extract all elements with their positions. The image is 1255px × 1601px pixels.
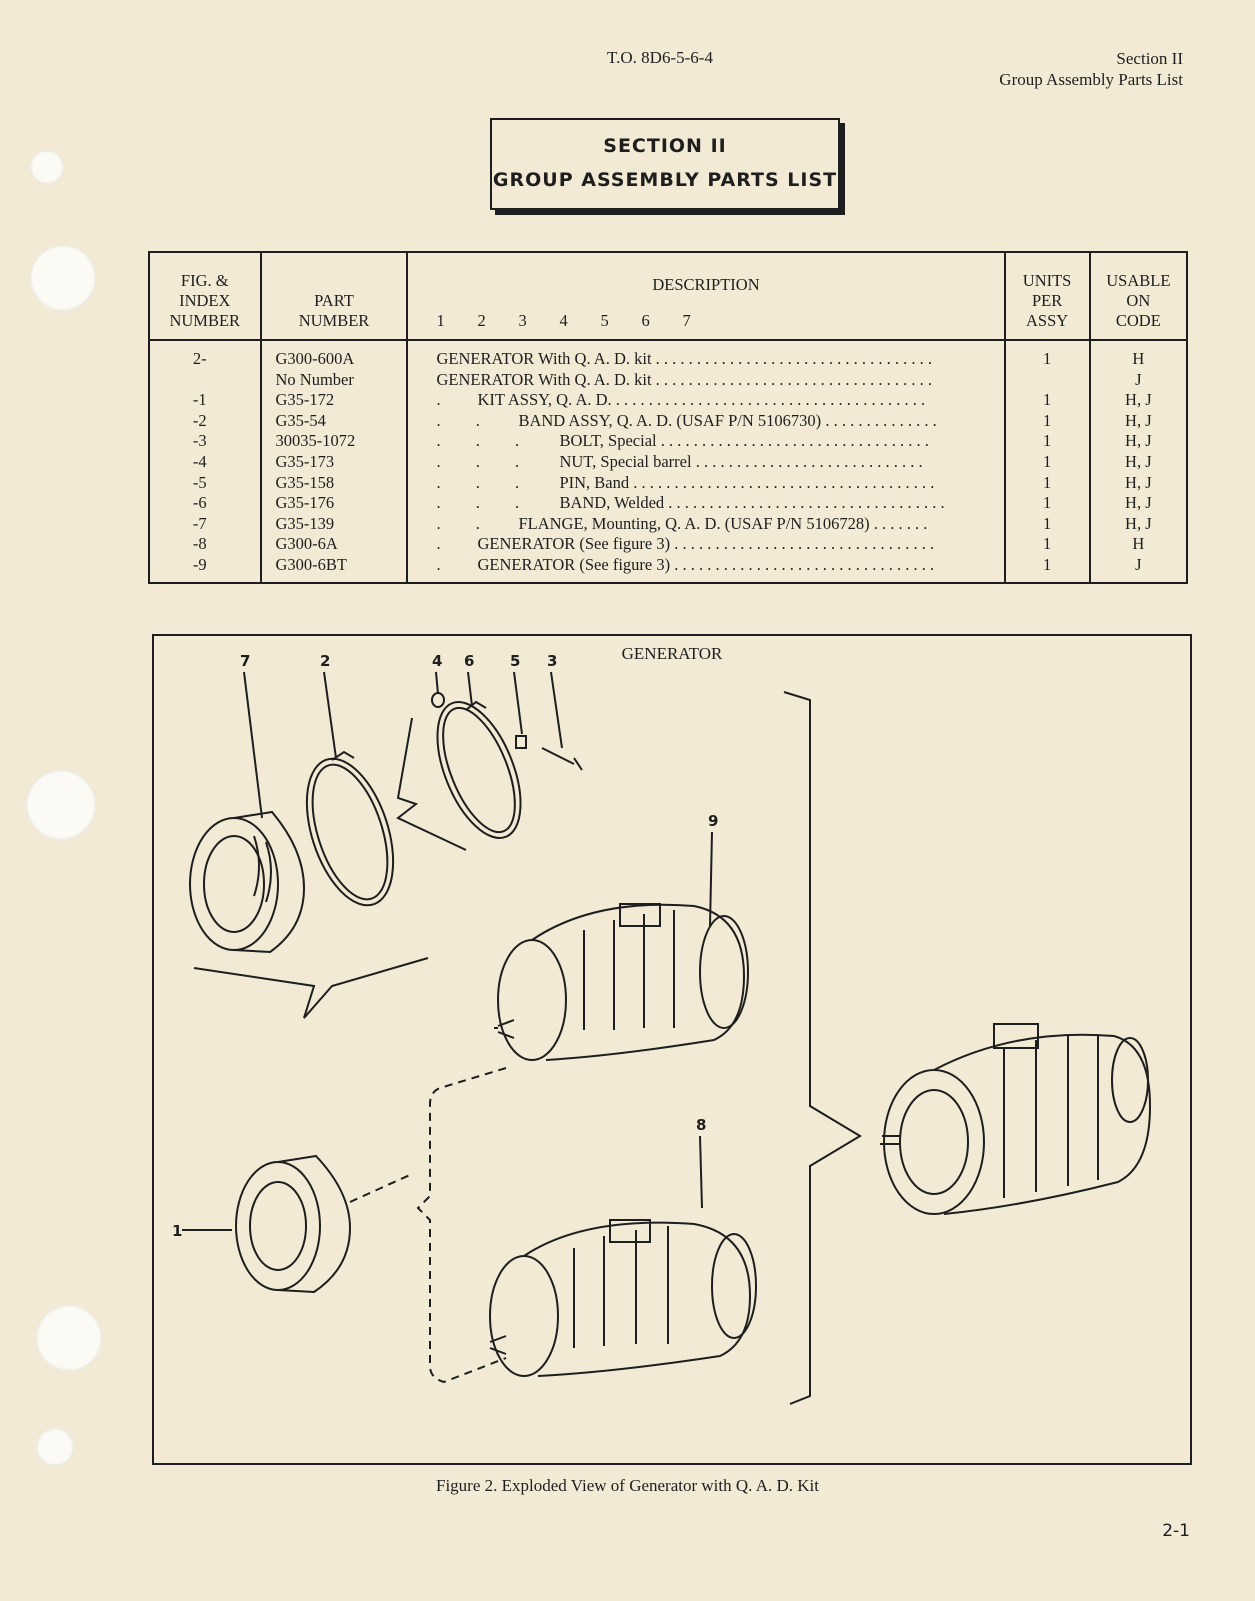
cell-units: 1 [1005, 555, 1090, 583]
header-units-per-assy [1005, 252, 1090, 340]
section-subtitle-box: GROUP ASSEMBLY PARTS LIST [492, 169, 838, 191]
generator-assembled [880, 1024, 1150, 1214]
header-text: UNITS [1022, 271, 1072, 290]
cell-part-number: G300-6A [261, 534, 408, 555]
leader-dots: . . . . . . . . . . . . . . [821, 410, 937, 430]
cell-units: 1 [1005, 411, 1090, 432]
header-text: INDEX [179, 291, 231, 310]
header-text: CODE [1115, 311, 1161, 330]
cell-index: -1 [149, 390, 261, 411]
cell-description [407, 452, 1004, 473]
cell-usable-code: H, J [1090, 493, 1187, 514]
leader-dots: . . . . . . . . . . . . . . . . . . . . . . . . . . . . . . . . . . [651, 349, 933, 368]
cell-index: -7 [149, 514, 261, 535]
table-row [149, 452, 1187, 473]
header-usable-on-code [1090, 252, 1187, 340]
cell-index: -4 [149, 452, 261, 473]
callout-7: 7 [240, 652, 251, 670]
description-text: BAND, Welded [559, 493, 665, 513]
cell-units: 1 [1005, 493, 1090, 514]
cell-index [149, 370, 261, 391]
indent-level: 6 [641, 311, 650, 330]
table-row [149, 514, 1187, 535]
cell-description [407, 555, 1004, 583]
binder-hole [36, 1305, 102, 1371]
header-text: DESCRIPTION [652, 275, 760, 294]
cell-index: -2 [149, 411, 261, 432]
indent-dots: . [436, 390, 441, 410]
section-title: SECTION II [603, 135, 727, 157]
table-row [149, 431, 1187, 452]
callout-8: 8 [696, 1116, 707, 1134]
callout-1: 1 [172, 1222, 183, 1240]
binder-hole [26, 770, 96, 840]
section-title-box [490, 118, 840, 210]
table-row [149, 340, 1187, 370]
header-fig-index [149, 252, 261, 340]
leader-dots: . . . . . . . . . . . . . . . . . . . . . . . . . . . . . . . . [670, 554, 935, 574]
cell-part-number: G300-600A [261, 340, 408, 370]
cell-description [407, 431, 1004, 452]
cell-usable-code: H, J [1090, 514, 1187, 535]
indent-level: 4 [559, 311, 568, 330]
indent-level: 1 [436, 311, 445, 330]
cell-description [407, 534, 1004, 555]
document-number: T.O. 8D6-5-6-4 [607, 48, 713, 67]
description-text: PIN, Band [559, 472, 630, 492]
description-text: FLANGE, Mounting, Q. A. D. (USAF P/N 5106728) [518, 513, 870, 533]
cell-part-number: No Number [261, 370, 408, 391]
description-text: GENERATOR With Q. A. D. kit [436, 369, 652, 389]
cell-index: -6 [149, 493, 261, 514]
indent-dots: . [436, 554, 441, 574]
description-text: NUT, Special barrel [559, 451, 692, 471]
cell-units: 1 [1005, 534, 1090, 555]
binder-hole [36, 1428, 74, 1466]
cell-part-number: G35-173 [261, 452, 408, 473]
header-part-number [261, 252, 408, 340]
callout-2: 2 [320, 652, 331, 670]
cell-units: 1 [1005, 514, 1090, 535]
table-header-row [149, 252, 1187, 340]
leader-dots: . . . . . . . [869, 513, 928, 533]
cell-usable-code: H, J [1090, 390, 1187, 411]
indent-dots: . [436, 534, 441, 554]
description-text: KIT ASSY, Q. A. D. [477, 390, 612, 410]
binder-hole [30, 245, 96, 311]
section-subtitle: Group Assembly Parts List [999, 70, 1183, 89]
cell-index: -8 [149, 534, 261, 555]
leader-dots: . . . . . . . . . . . . . . . . . . . . . . . . . . . . . . . . [670, 534, 935, 554]
indent-dots: . . . [436, 431, 520, 451]
description-text: GENERATOR (See figure 3) [477, 534, 671, 554]
cell-description [407, 493, 1004, 514]
description-text: GENERATOR (See figure 3) [477, 554, 671, 574]
callout-5: 5 [510, 652, 521, 670]
header-text: PER [1031, 291, 1063, 310]
table-row [149, 411, 1187, 432]
page-number: 2-1 [1162, 1521, 1190, 1541]
indent-level: 3 [518, 311, 527, 330]
header-text: USABLE [1106, 271, 1171, 290]
header-text: NUMBER [298, 311, 370, 330]
table-row [149, 493, 1187, 514]
cell-part-number: G35-158 [261, 473, 408, 494]
section-label: Section II [1116, 49, 1183, 68]
cell-usable-code: H, J [1090, 473, 1187, 494]
generator-9 [494, 904, 748, 1060]
cell-usable-code: H, J [1090, 431, 1187, 452]
cell-description [407, 340, 1004, 370]
figure-caption: Figure 2. Exploded View of Generator with Q. A. D. Kit [436, 1476, 819, 1495]
leader-dots: . . . . . . . . . . . . . . . . . . . . . . . . . . . . . . . . . [656, 431, 929, 451]
callout-4: 4 [432, 652, 443, 670]
indent-levels [436, 311, 723, 331]
cell-description [407, 411, 1004, 432]
indent-level: 2 [477, 311, 486, 330]
leader-dots: . . . . . . . . . . . . . . . . . . . . . . . . . . . . . . . . . . . . . [629, 472, 935, 492]
cell-part-number: G35-172 [261, 390, 408, 411]
table-row [149, 534, 1187, 555]
cell-description [407, 473, 1004, 494]
description-text: BAND ASSY, Q. A. D. (USAF P/N 5106730) [518, 410, 822, 430]
cell-units: 1 [1005, 452, 1090, 473]
parts-table-body [149, 340, 1187, 583]
generator-8 [490, 1220, 756, 1376]
cell-part-number: G35-139 [261, 514, 408, 535]
leader-dots: . . . . . . . . . . . . . . . . . . . . . . . . . . . . . . . . . . . . . . [611, 390, 926, 410]
binder-hole [30, 150, 64, 184]
cell-usable-code: H [1090, 340, 1187, 370]
header-text: ON [1126, 291, 1151, 310]
parts-list-table [148, 251, 1188, 584]
callout-3: 3 [547, 652, 558, 670]
indent-dots: . . [436, 513, 480, 533]
cell-part-number: G35-54 [261, 411, 408, 432]
leader-dots: . . . . . . . . . . . . . . . . . . . . . . . . . . . . . . . . . . [651, 369, 933, 389]
header-text: NUMBER [169, 311, 241, 330]
figure-title: GENERATOR [621, 644, 723, 663]
description-text: GENERATOR With Q. A. D. kit [436, 349, 652, 368]
header-text: PART [314, 291, 354, 310]
indent-dots: . . . [436, 472, 520, 492]
figure-frame [152, 634, 1192, 1465]
indent-level: 7 [682, 311, 691, 330]
table-row [149, 473, 1187, 494]
callout-9: 9 [708, 812, 719, 830]
cell-index: -3 [149, 431, 261, 452]
section-header [999, 48, 1183, 90]
table-row [149, 555, 1187, 583]
cell-index: -9 [149, 555, 261, 583]
cell-usable-code: J [1090, 370, 1187, 391]
cell-units [1005, 370, 1090, 391]
cell-units: 1 [1005, 473, 1090, 494]
cell-usable-code: H, J [1090, 452, 1187, 473]
cell-units: 1 [1005, 390, 1090, 411]
callout-6: 6 [464, 652, 475, 670]
cell-units: 1 [1005, 340, 1090, 370]
header-description [407, 252, 1004, 340]
cell-description [407, 370, 1004, 391]
indent-dots: . . [436, 410, 480, 430]
indent-level: 5 [600, 311, 609, 330]
table-row [149, 390, 1187, 411]
header-text: ASSY [1025, 311, 1069, 330]
table-row [149, 370, 1187, 391]
description-text: BOLT, Special [559, 431, 657, 451]
cell-usable-code: J [1090, 555, 1187, 583]
cell-description [407, 514, 1004, 535]
header-text: FIG. & [180, 271, 229, 290]
leader-dots: . . . . . . . . . . . . . . . . . . . . . . . . . . . . . . . . . . [664, 493, 945, 513]
cell-description [407, 390, 1004, 411]
cell-part-number: 30035-1072 [261, 431, 408, 452]
cell-part-number: G300-6BT [261, 555, 408, 583]
cell-units: 1 [1005, 431, 1090, 452]
cell-usable-code: H [1090, 534, 1187, 555]
cell-index: 2- [149, 340, 261, 370]
indent-dots: . . . [436, 451, 520, 471]
indent-dots: . . . [436, 493, 520, 513]
cell-part-number: G35-176 [261, 493, 408, 514]
cell-usable-code: H, J [1090, 411, 1187, 432]
leader-dots: . . . . . . . . . . . . . . . . . . . . . . . . . . . . [691, 451, 923, 471]
exploded-view-illustration [154, 636, 1190, 1463]
cell-index: -5 [149, 473, 261, 494]
